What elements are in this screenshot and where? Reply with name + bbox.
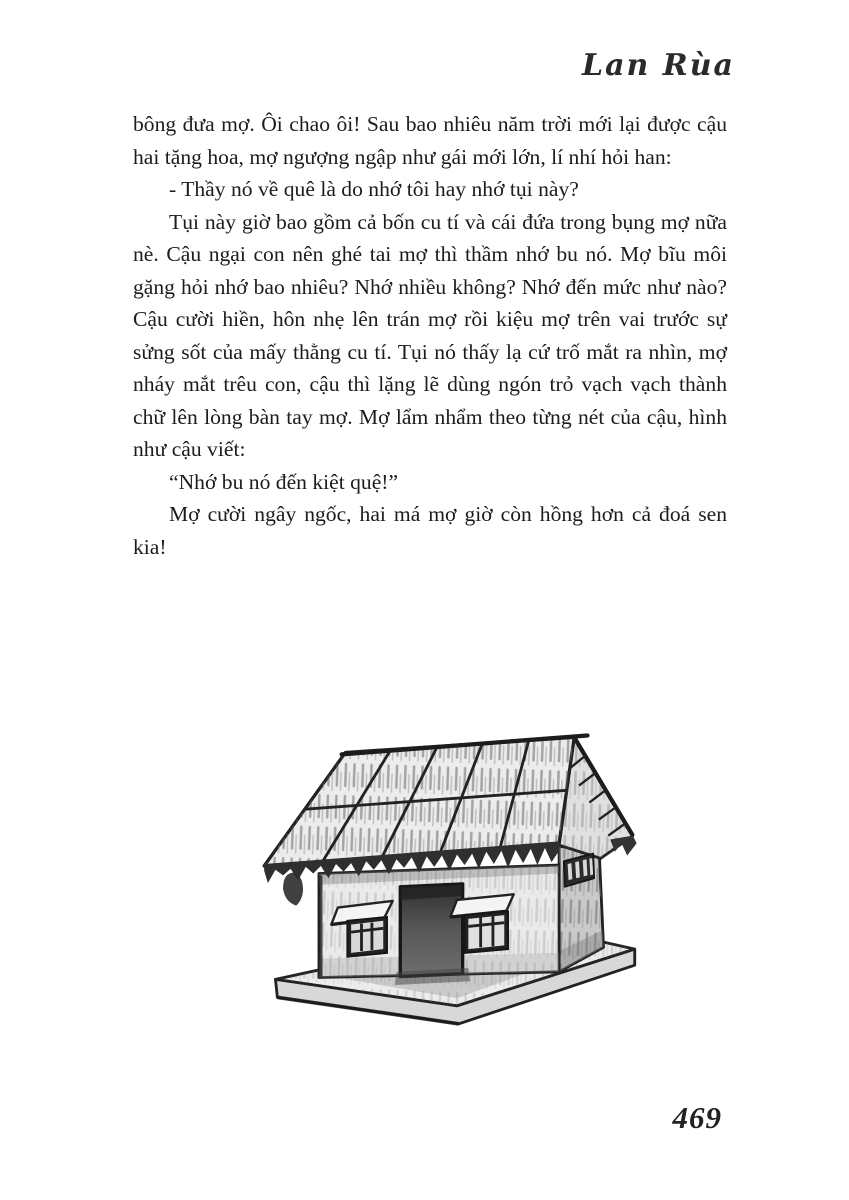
- body-text: [133, 108, 727, 563]
- ink-blob: [283, 873, 303, 906]
- paragraph: Mợ cười ngây ngốc, hai má mợ giờ còn hồng hơn cả đoá sen kia!: [133, 502, 727, 559]
- paragraph: bông đưa mợ. Ôi chao ôi! Sau bao nhiêu năm trời mới lại được cậu hai tặng hoa, mợ ngượng ngập như gái mới lớn, lí nhí hỏi han:: [133, 112, 727, 169]
- page-number: 469: [672, 1100, 722, 1135]
- paragraph: Tụi này giờ bao gồm cả bốn cu tí và cái đứa trong bụng mợ nữa nè. Cậu ngại con nên ghé tai mợ thì thầm nhớ bu nó. Mợ bĩu môi gặng hỏi nhớ bao nhiêu? Nhớ nhiều không? Nhớ đến mức như nào? Cậu cười hiền, hôn nhẹ lên trán mợ rồi kiệu mợ trên vai trước sự sửng sốt của mấy thằng cu tí. Tụi nó thấy lạ cứ trố mắt ra nhìn, mợ nháy mắt trêu con, cậu thì lặng lẽ dùng ngón trỏ vạch vạch thành chữ lên lòng bàn tay mợ. Mợ lẩm nhẩm theo từng nét của cậu, hình như cậu viết:: [133, 209, 727, 461]
- house-illustration: [258, 726, 656, 1038]
- running-head-author: Lan Rùa: [582, 48, 735, 83]
- paragraph-quote: “Nhớ bu nó đến kiệt quệ!”: [169, 469, 399, 494]
- paragraph-dialogue: - Thầy nó về quê là do nhớ tôi hay nhớ tụi này?: [169, 177, 579, 201]
- house-sketch-svg: [258, 726, 656, 1038]
